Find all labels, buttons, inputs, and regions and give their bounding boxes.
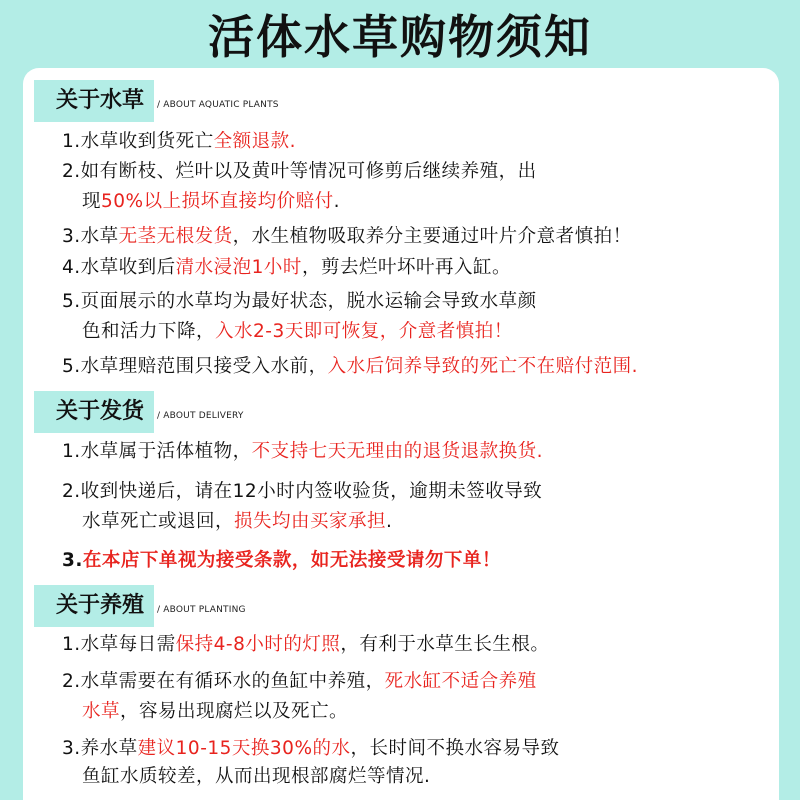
notice-line — [62, 437, 543, 467]
highlight-text: 损失均由买家承担 — [234, 511, 387, 532]
notice-line — [82, 317, 513, 347]
notice-text: 5.页面展示的水草均为最好状态，脱水运输会导致水草颜 — [62, 291, 537, 312]
notice-line — [62, 546, 501, 576]
notice-text: ，剪去烂叶坏叶再入缸。 — [301, 257, 511, 278]
notice-line — [62, 477, 542, 507]
notice-text: 鱼缸水质较差，从而出现根部腐烂等情况. — [82, 766, 431, 787]
highlight-text: 不支持七天无理由的退货退款换货. — [251, 441, 544, 462]
notice-text: 1.水草每日需 — [62, 634, 176, 655]
section-heading: 关于水草 — [34, 80, 154, 122]
notice-line — [62, 127, 296, 157]
notice-line — [82, 187, 340, 217]
notice-text: 色和活力下降， — [82, 321, 216, 342]
notice-line — [62, 253, 511, 283]
notice-line — [62, 222, 632, 252]
notice-text: 3.养水草 — [62, 738, 138, 759]
section-heading: 关于养殖 — [34, 585, 154, 627]
notice-text: . — [386, 511, 393, 532]
highlight-text: 全额退款. — [213, 131, 297, 152]
highlight-text: 50%以上损坏直接均价赔付 — [101, 191, 334, 212]
notice-text: . — [333, 191, 341, 212]
notice-line — [82, 697, 348, 727]
notice-text: 2.水草需要在有循环水的鱼缸中养殖， — [62, 671, 385, 692]
highlight-text: 入水2-3天即可恢复，介意者慎拍！ — [215, 321, 513, 342]
section-heading-en: / ABOUT PLANTING — [157, 605, 246, 615]
notice-line — [62, 734, 560, 764]
highlight-text: 入水后饲养导致的死亡不在赔付范围. — [327, 356, 639, 377]
section-header-planting — [34, 585, 246, 627]
highlight-text: 保持4-8小时的灯照 — [175, 634, 341, 655]
section-heading: 关于发货 — [34, 391, 154, 433]
notice-line — [62, 287, 537, 317]
notice-line — [62, 352, 638, 382]
notice-text: 2.如有断枝、烂叶以及黄叶等情况可修剪后继续养殖，出 — [62, 161, 537, 182]
notice-text: ，长时间不换水容易导致 — [350, 738, 560, 759]
notice-text: 现 — [82, 191, 102, 212]
notice-line — [82, 762, 430, 792]
notice-text: 4.水草收到后 — [62, 257, 176, 278]
notice-text: 水草死亡或退回， — [82, 511, 235, 532]
page-title: 活体水草购物须知 — [208, 10, 592, 64]
notice-line — [62, 157, 537, 187]
notice-text: ，容易出现腐烂以及死亡。 — [120, 701, 349, 722]
highlight-text: 死水缸不适合养殖 — [384, 671, 537, 692]
highlight-text: 无茎无根发货 — [118, 226, 233, 247]
notice-text: 1.水草收到货死亡 — [62, 131, 214, 152]
section-header-plants — [34, 80, 279, 122]
notice-text: ，水生植物吸取养分主要通过叶片介意者慎拍！ — [232, 226, 632, 247]
notice-text: 1.水草属于活体植物， — [62, 441, 252, 462]
notice-text: 3. — [62, 550, 83, 571]
notice-line — [82, 507, 392, 537]
section-heading-en: / ABOUT DELIVERY — [157, 411, 244, 421]
notice-text: 2.收到快递后，请在12小时内签收验货，逾期未签收导致 — [62, 481, 543, 502]
notice-text: 3.水草 — [62, 226, 119, 247]
notice-line — [62, 630, 549, 660]
notice-text: 5.水草理赔范围只接受入水前， — [62, 356, 328, 377]
highlight-text: 清水浸泡1小时 — [175, 257, 302, 278]
notice-line — [62, 667, 537, 697]
highlight-text: 水草 — [82, 701, 121, 722]
highlight-text: 建议10-15天换30%的水 — [137, 738, 351, 759]
section-heading-en: / ABOUT AQUATIC PLANTS — [157, 100, 279, 110]
section-header-delivery — [34, 391, 244, 433]
highlight-text: 在本店下单视为接受条款，如无法接受请勿下单！ — [82, 550, 501, 571]
notice-text: ，有利于水草生长生根。 — [340, 634, 550, 655]
